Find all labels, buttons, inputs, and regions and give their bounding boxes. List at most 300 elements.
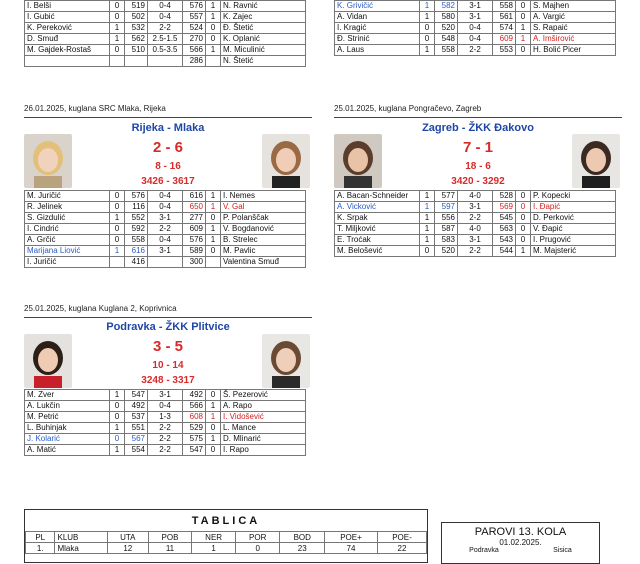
away-point: 0 [516,202,531,213]
home-point: 1 [110,23,125,34]
sets: 3-1 [458,1,493,12]
home-pins: 537 [125,412,148,423]
home-pins: 592 [125,224,148,235]
table-row [25,56,306,67]
sets: 0-4 [148,12,183,23]
away-pins: 576 [183,235,206,246]
table-cell: 11 [148,543,192,554]
table-row [26,543,427,554]
away-player: Š. Pezerović [221,390,306,401]
home-point: 1 [420,191,435,202]
match-score: 2 - 6 [152,139,183,156]
away-point: 1 [206,1,221,12]
home-point: 0 [110,412,125,423]
home-pins: 597 [435,202,458,213]
table-cell: 22 [377,543,426,554]
home-pins: 556 [435,213,458,224]
home-player: S. Gizdulić [25,213,110,224]
top-right-results [334,0,616,56]
sets: 3-1 [148,390,183,401]
table-row [25,445,306,456]
home-point [110,56,125,67]
home-point: 1 [420,224,435,235]
home-player: M. Gajdek-Rostaš [25,45,110,56]
sets: 2-2 [148,224,183,235]
home-pins: 492 [125,401,148,412]
away-player: Đ. Štetić [221,23,306,34]
player-photo [262,134,310,188]
home-pins: 520 [435,246,458,257]
home-pins: 577 [435,191,458,202]
match-pins: 3248 - 3317 [141,375,195,386]
home-pins: 562 [125,34,148,45]
home-player: A. Laus [335,45,420,56]
standings-table [25,531,427,554]
sets: 1-3 [148,412,183,423]
table-row [25,45,306,56]
column-header: KLUB [55,532,108,543]
sets: 0-4 [458,23,493,34]
home-pins: 567 [125,434,148,445]
match-sets: 10 - 14 [152,360,184,371]
home-point: 1 [110,246,125,257]
player-photo-image [262,134,310,188]
away-pins: 609 [183,224,206,235]
away-player: V. Bogdanović [221,224,306,235]
away-player: P. Kopecki [531,191,616,202]
away-pins: 574 [493,23,516,34]
match-score: 7 - 1 [462,139,493,156]
sets: 0-4 [148,191,183,202]
home-pins: 583 [435,235,458,246]
home-player: K. Pereković [25,23,110,34]
sets: 0-4 [148,202,183,213]
column-header: PL [26,532,55,543]
results-table [24,190,306,268]
away-point: 0 [516,45,531,56]
home-pins: 548 [435,34,458,45]
away-pins: 616 [183,191,206,202]
away-point: 1 [206,224,221,235]
away-player: A. Rapo [221,401,306,412]
table-row [335,34,616,45]
next-round-home: Podravka [469,547,499,554]
away-pins: 563 [493,224,516,235]
away-pins: 270 [183,34,206,45]
table-header-row [26,532,427,543]
table-row [25,202,306,213]
table-row [25,390,306,401]
home-player: M. Belošević [335,246,420,257]
home-player: Marijana Liović [25,246,110,257]
away-pins: 558 [493,1,516,12]
column-header: POE+ [325,532,378,543]
table-row [25,12,306,23]
column-header: NER [192,532,236,543]
away-pins: 286 [183,56,206,67]
home-point: 1 [420,213,435,224]
player-photo-image [262,334,310,388]
match-pins: 3420 - 3292 [451,176,505,187]
home-point: 1 [110,445,125,456]
home-point: 1 [420,202,435,213]
table-row [25,257,306,268]
away-pins: 528 [493,191,516,202]
column-header: BOD [280,532,325,543]
away-player: N. Ravnić [221,1,306,12]
home-pins: 510 [125,45,148,56]
away-point: 0 [206,390,221,401]
player-photo [334,134,382,188]
away-point: 0 [206,423,221,434]
away-point: 0 [516,12,531,23]
match-pins: 3426 - 3617 [141,176,195,187]
table-row [25,224,306,235]
home-point: 0 [420,23,435,34]
home-player: A. Matić [25,445,110,456]
sets: 2-2 [458,213,493,224]
player-photo [24,134,72,188]
table-row [25,434,306,445]
divider [24,117,312,118]
results-table [24,389,306,456]
table-cell: Mlaka [55,543,108,554]
sets: 4-0 [458,224,493,235]
away-player: M. Pavlic [221,246,306,257]
home-point: 1 [420,1,435,12]
away-player: S. Rapaić [531,23,616,34]
home-pins: 532 [125,23,148,34]
top-left-results [24,0,306,67]
sets: 3-1 [148,246,183,257]
table-row [25,34,306,45]
sets [148,56,183,67]
sets: 0-4 [458,34,493,45]
home-player: I. Belši [25,1,110,12]
away-pins: 566 [183,45,206,56]
home-point: 1 [110,423,125,434]
table-cell: 1 [192,543,236,554]
home-player: A. Bacan-Schneider [335,191,420,202]
table-cell: 1. [26,543,55,554]
match-title: Rijeka - Mlaka [131,122,205,134]
away-point [206,56,221,67]
home-point: 1 [110,213,125,224]
sets: 2-2 [148,434,183,445]
away-point: 1 [206,401,221,412]
away-pins: 277 [183,213,206,224]
column-header: POE- [377,532,426,543]
away-point: 0 [206,445,221,456]
column-header: POB [148,532,192,543]
away-player: K. Oplanić [221,34,306,45]
away-point: 1 [206,202,221,213]
away-pins: 575 [183,434,206,445]
table-row [25,23,306,34]
sets: 2-2 [148,423,183,434]
home-pins: 582 [435,1,458,12]
table-row [25,191,306,202]
away-point: 1 [516,23,531,34]
away-pins: 561 [493,12,516,23]
home-pins [125,56,148,67]
home-point [110,257,125,268]
table-row [25,412,306,423]
away-pins: 529 [183,423,206,434]
home-pins: 502 [125,12,148,23]
match-venue: 25.01.2025, kuglana Pongračevo, Zagreb [334,104,482,113]
home-player: Đ. Strinić [335,34,420,45]
home-pins: 519 [125,1,148,12]
home-point: 1 [420,235,435,246]
table-cell: 74 [325,543,378,554]
away-point: 1 [206,45,221,56]
sets: 3-1 [458,12,493,23]
away-pins: 589 [183,246,206,257]
home-player: A. Grčić [25,235,110,246]
next-round-date: 01.02.2025. [499,538,542,547]
next-round-pair [442,547,599,554]
divider [334,117,622,118]
away-point: 0 [516,1,531,12]
table-row [335,235,616,246]
home-point: 1 [110,34,125,45]
home-player: K. Grivičić [335,1,420,12]
player-photo-image [572,134,620,188]
home-player: E. Troćak [335,235,420,246]
away-pins: 569 [493,202,516,213]
home-point: 1 [420,45,435,56]
away-player: I. Prugović [531,235,616,246]
home-point: 1 [110,390,125,401]
player-photo-image [24,334,72,388]
player-photo [572,134,620,188]
home-player: I. Gubić [25,12,110,23]
away-point [206,257,221,268]
next-round-away: Sisica [553,547,572,554]
home-pins: 551 [125,423,148,434]
away-point: 1 [206,12,221,23]
results-table [24,0,306,67]
away-pins: 608 [183,412,206,423]
home-player [25,56,110,67]
away-player: V. Đapić [531,224,616,235]
away-pins: 524 [183,23,206,34]
standings-title: TABLICA [191,515,261,527]
match-title: Podravka - ŽKK Plitvice [106,321,230,333]
home-pins: 116 [125,202,148,213]
sets: 2-2 [458,246,493,257]
home-point: 0 [110,1,125,12]
away-pins: 650 [183,202,206,213]
home-player: A. Lukčin [25,401,110,412]
away-pins: 553 [493,45,516,56]
away-player: N. Štetić [221,56,306,67]
away-pins: 492 [183,390,206,401]
table-row [335,45,616,56]
home-pins: 558 [435,45,458,56]
away-pins: 300 [183,257,206,268]
away-player: A. Vargić [531,12,616,23]
table-row [25,235,306,246]
home-player: M. Zver [25,390,110,401]
home-player: T. Miljković [335,224,420,235]
away-pins: 557 [183,12,206,23]
next-round-title: PAROVI 13. KOLA [474,526,567,538]
home-point: 0 [110,235,125,246]
away-player: S. Majhen [531,1,616,12]
away-pins: 543 [493,235,516,246]
home-player: I. Juričić [25,257,110,268]
home-point: 1 [420,12,435,23]
match-venue: 26.01.2025, kuglana SRC Mlaka, Rijeka [24,104,166,113]
sets: 3-1 [458,202,493,213]
results-table [334,0,616,56]
home-point: 0 [420,34,435,45]
sets: 2-2 [458,45,493,56]
home-player: A. Vidan [335,12,420,23]
away-point: 0 [206,213,221,224]
home-player: D. Smuđ [25,34,110,45]
home-point: 0 [420,246,435,257]
match-venue: 25.01.2025, kuglana Kuglana 2, Koprivnica [24,304,177,313]
column-header: POR [235,532,280,543]
away-point: 1 [516,34,531,45]
away-pins: 576 [183,1,206,12]
away-pins: 566 [183,401,206,412]
away-point: 0 [516,235,531,246]
home-pins: 580 [435,12,458,23]
away-pins: 544 [493,246,516,257]
home-pins: 520 [435,23,458,34]
sets: 4-0 [458,191,493,202]
table-row [25,1,306,12]
away-player: M. Miculinić [221,45,306,56]
table-row [335,191,616,202]
home-point: 0 [110,12,125,23]
home-player: R. Jelinek [25,202,110,213]
match-title: Zagreb - ŽKK Đakovo [422,122,534,134]
away-player: K. Zajec [221,12,306,23]
table-row [335,1,616,12]
home-pins: 552 [125,213,148,224]
sets: 2-2 [148,23,183,34]
home-player: L. Buhinjak [25,423,110,434]
divider [24,317,312,318]
away-point: 0 [206,246,221,257]
home-pins: 587 [435,224,458,235]
home-pins: 558 [125,235,148,246]
table-row [335,12,616,23]
home-point: 0 [110,224,125,235]
home-player: I. Kragić [335,23,420,34]
next-round-box [441,522,600,564]
sets: 3-1 [148,213,183,224]
table-row [335,23,616,34]
home-point: 0 [110,434,125,445]
home-player: J. Kolarić [25,434,110,445]
player-photo-image [334,134,382,188]
away-player: L. Mance [221,423,306,434]
away-player: A. Imširović [531,34,616,45]
table-row [25,213,306,224]
away-player: I. Vidošević [221,412,306,423]
column-header: UTA [107,532,148,543]
table-row [335,213,616,224]
player-photo [262,334,310,388]
match-sets: 8 - 16 [155,161,181,172]
away-player: I. Nemes [221,191,306,202]
away-pins: 547 [183,445,206,456]
away-point: 0 [206,23,221,34]
table-row [25,401,306,412]
away-player: P. Polanščak [221,213,306,224]
results-table [334,190,616,257]
away-player: I. Đapić [531,202,616,213]
away-player: I. Rapo [221,445,306,456]
away-player: B. Strelec [221,235,306,246]
table-cell: 0 [235,543,280,554]
away-point: 1 [206,235,221,246]
away-player: Valentina Smuđ [221,257,306,268]
home-player: I. Cindrić [25,224,110,235]
away-point: 1 [206,434,221,445]
away-point: 1 [206,191,221,202]
sets: 2.5-1.5 [148,34,183,45]
match-sets: 18 - 6 [465,161,491,172]
away-point: 0 [516,224,531,235]
match-results [24,389,306,456]
home-player: K. Srpak [335,213,420,224]
home-pins: 416 [125,257,148,268]
sets: 0.5-3.5 [148,45,183,56]
match-results [334,190,616,257]
standings-table-box [24,509,428,563]
away-player: H. Bolić Picer [531,45,616,56]
home-pins: 576 [125,191,148,202]
table-cell: 12 [107,543,148,554]
match-results [24,190,306,268]
home-point: 0 [110,401,125,412]
player-photo [24,334,72,388]
match-score: 3 - 5 [152,338,183,355]
home-player: M. Petrić [25,412,110,423]
home-point: 0 [110,191,125,202]
away-point: 0 [516,213,531,224]
table-row [335,202,616,213]
away-point: 0 [206,34,221,45]
table-row [25,246,306,257]
away-player: M. Majsterić [531,246,616,257]
table-row [335,224,616,235]
sets: 3-1 [458,235,493,246]
home-pins: 616 [125,246,148,257]
away-pins: 609 [493,34,516,45]
player-photo-image [24,134,72,188]
table-row [335,246,616,257]
sets: 0-4 [148,235,183,246]
home-pins: 547 [125,390,148,401]
home-player: M. Juričić [25,191,110,202]
away-player: D. Perković [531,213,616,224]
away-point: 0 [516,191,531,202]
home-player: A. Vicković [335,202,420,213]
table-row [25,423,306,434]
home-point: 0 [110,202,125,213]
home-pins: 554 [125,445,148,456]
sets: 2-2 [148,445,183,456]
away-point: 1 [516,246,531,257]
